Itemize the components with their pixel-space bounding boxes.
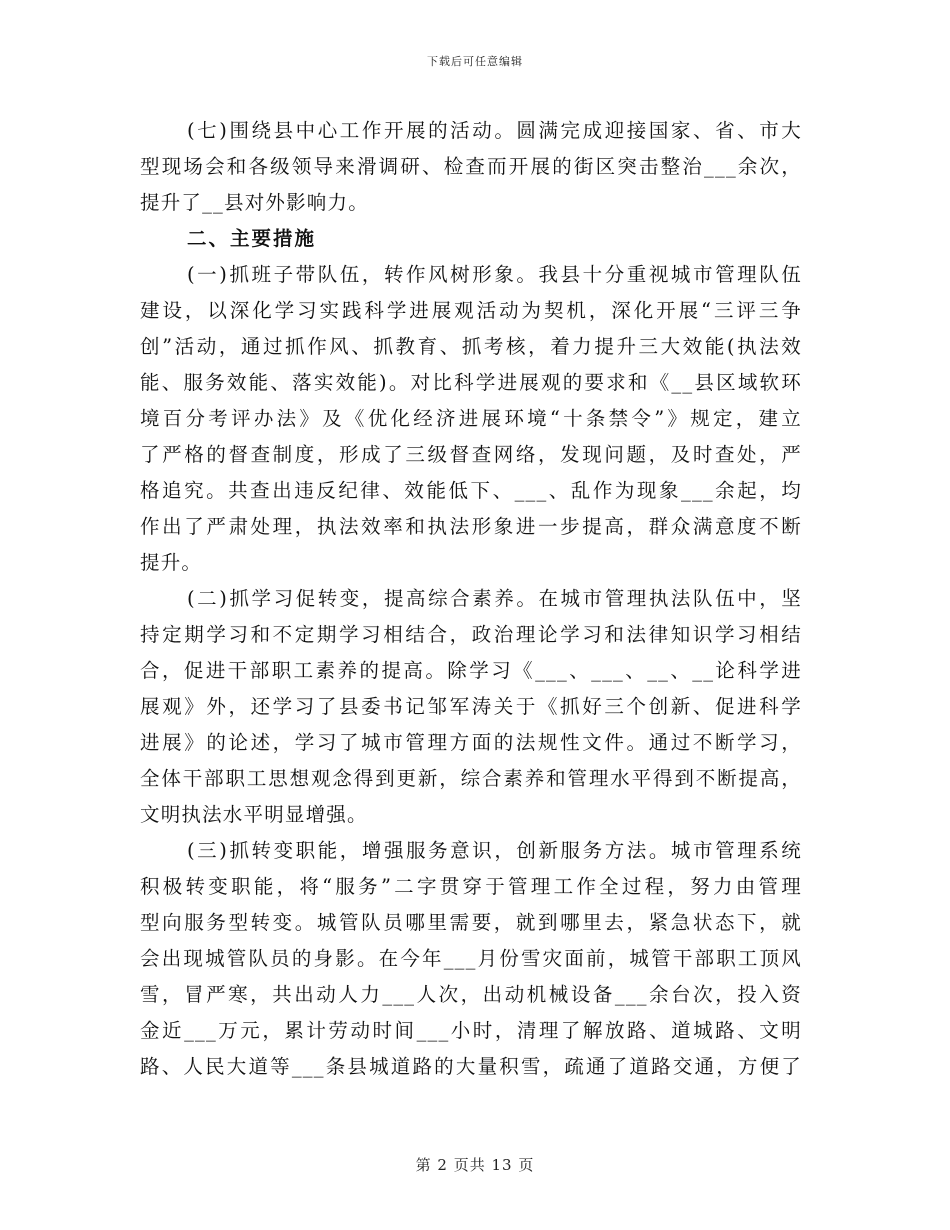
paragraph-line: 路、人民大道等___条县城道路的大量积雪，疏通了道路交通，方便了 bbox=[140, 1055, 802, 1078]
paragraph-line: 全体干部职工思想观念得到更新，综合素养和管理水平得到不断提高， bbox=[140, 767, 802, 790]
paragraph-line: 积极转变职能，将“服务”二字贯穿于管理工作全过程，努力由管理 bbox=[140, 875, 802, 898]
paragraph-line: 建设，以深化学习实践科学进展观活动为契机，深化开展“三评三争 bbox=[140, 299, 802, 322]
document-body bbox=[140, 113, 802, 1085]
page-header: 下载后可任意编辑 bbox=[427, 55, 523, 68]
paragraph-line: 合，促进干部职工素养的提高。除学习《___、___、__、__论科学进 bbox=[140, 659, 802, 682]
paragraph-line: 金近___万元，累计劳动时间___小时，清理了解放路、道城路、文明 bbox=[140, 1019, 802, 1042]
paragraph-line: (七)围绕县中心工作开展的活动。圆满完成迎接国家、省、市大 bbox=[187, 119, 802, 142]
paragraph-line: 格追究。共查出违反纪律、效能低下、___、乱作为现象___余起，均 bbox=[140, 479, 802, 502]
paragraph-line: 能、服务效能、落实效能)。对比科学进展观的要求和《__县区域软环 bbox=[140, 371, 802, 394]
paragraph-line: 会出现城管队员的身影。在今年___月份雪灾面前，城管干部职工顶风 bbox=[140, 947, 802, 970]
paragraph-line: (二)抓学习促转变，提高综合素养。在城市管理执法队伍中，坚 bbox=[187, 587, 802, 610]
page-footer: 第 2 页共 13 页 bbox=[415, 1156, 535, 1174]
paragraph-line: 展观》外，还学习了县委书记邹军涛关于《抓好三个创新、促进科学 bbox=[140, 695, 802, 718]
paragraph-line: 型向服务型转变。城管队员哪里需要，就到哪里去，紧急状态下，就 bbox=[140, 911, 802, 934]
paragraph-line: 持定期学习和不定期学习相结合，政治理论学习和法律知识学习相结 bbox=[140, 623, 802, 646]
paragraph-line: 文明执法水平明显增强。 bbox=[140, 803, 368, 826]
paragraph-line: 型现场会和各级领导来滑调研、检查而开展的街区突击整治___余次， bbox=[140, 155, 802, 178]
paragraph-line: 提升了__县对外影响力。 bbox=[140, 191, 369, 214]
paragraph-line: 作出了严肃处理，执法效率和执法形象进一步提高，群众满意度不断 bbox=[140, 515, 802, 538]
paragraph-line: (一)抓班子带队伍，转作风树形象。我县十分重视城市管理队伍 bbox=[187, 263, 802, 286]
paragraph-line: 进展》的论述，学习了城市管理方面的法规性文件。通过不断学习， bbox=[140, 731, 802, 754]
paragraph-line: 创”活动，通过抓作风、抓教育、抓考核，着力提升三大效能(执法效 bbox=[140, 335, 802, 358]
paragraph-line: 雪，冒严寒，共出动人力___人次，出动机械设备___余台次，投入资 bbox=[140, 983, 802, 1006]
paragraph-line: (三)抓转变职能，增强服务意识，创新服务方法。城市管理系统 bbox=[187, 839, 802, 862]
paragraph-line: 境百分考评办法》及《优化经济进展环境“十条禁令”》规定，建立 bbox=[140, 407, 802, 430]
paragraph-line: 了严格的督查制度，形成了三级督查网络，发现问题，及时查处，严 bbox=[140, 443, 802, 466]
paragraph-line: 提升。 bbox=[140, 551, 203, 574]
section-heading: 二、主要措施 bbox=[187, 227, 317, 250]
